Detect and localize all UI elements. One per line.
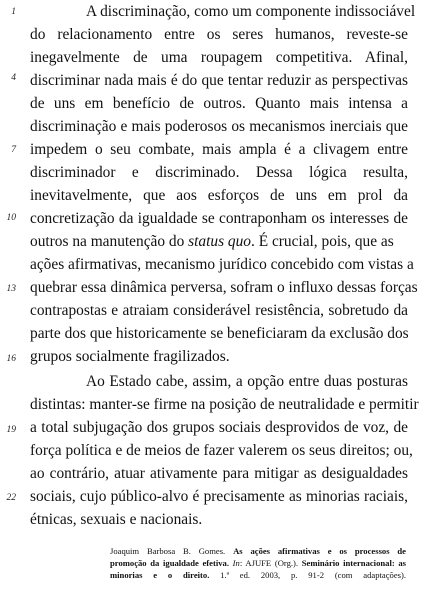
reference-book: Seminário internacional: as bbox=[301, 558, 406, 568]
paragraph-line: discriminação e mais poderosos os mecanismos inerciais que bbox=[30, 118, 408, 135]
paragraph-line: concretização da igualdade se contraponham os interesses de bbox=[30, 210, 408, 227]
paragraph-line: étnicas, sexuais e nacionais. bbox=[30, 511, 203, 528]
paragraph-line: quebrar essa dinâmica perversa, sofram o influxo dessas forças bbox=[30, 279, 418, 296]
paragraph-text: . É crucial, pois, que as bbox=[251, 233, 394, 250]
italic-term: status quo bbox=[188, 233, 251, 250]
line-number: 10 bbox=[6, 213, 16, 223]
paragraph-line: contrapostas e atraiam considerável resistência, sobretudo da bbox=[30, 302, 408, 319]
paragraph-line: inegavelmente de uma roupagem competitiva. Afinal, bbox=[30, 49, 408, 66]
paragraph-line: do relacionamento entre os seres humanos, reveste-se bbox=[30, 26, 408, 43]
paragraph-line: A discriminação, como um componente indissociável bbox=[86, 3, 416, 20]
paragraph-line: ações afirmativas, mecanismo jurídico concebido com vistas a bbox=[30, 256, 414, 273]
line-number: 19 bbox=[6, 425, 16, 435]
paragraph-line: grupos socialmente fragilizados. bbox=[30, 348, 230, 365]
line-number: 7 bbox=[11, 145, 16, 155]
reference-title: As ações afirmativas e os processos de bbox=[233, 546, 406, 556]
paragraph-line: parte dos que historicamente se beneficiaram da exclusão dos bbox=[30, 325, 409, 342]
paragraph-line: inevitavelmente, que aos esforços de uns em prol da bbox=[30, 187, 408, 204]
reference-publisher: : AJUFE (Org.). bbox=[239, 558, 299, 568]
paragraph-line-mixed bbox=[30, 230, 408, 254]
reference-title: promoção da igualdade efetiva. bbox=[110, 558, 229, 568]
line-number: 16 bbox=[6, 354, 16, 364]
paragraph-line: força política e de meios de fazer valerem os seus direitos; ou, bbox=[30, 442, 413, 459]
line-number: 1 bbox=[11, 7, 16, 17]
paragraph-line: discriminador e discriminado. Dessa lógica resulta, bbox=[30, 164, 408, 181]
line-number: 4 bbox=[11, 73, 16, 83]
paragraph-line: ao contrário, atuar ativamente para mitigar as desigualdades bbox=[30, 465, 408, 482]
paragraph-line: distintas: manter-se firme na posição de neutralidade e permitir bbox=[30, 396, 419, 413]
line-number: 22 bbox=[6, 493, 16, 503]
paragraph-line: de uns em benefício de outros. Quanto mais intensa a bbox=[30, 95, 408, 112]
reference-book: minorias e o direito. bbox=[110, 570, 210, 580]
reference-details: 1.ª ed. 2003, p. 91-2 (com adaptações). bbox=[220, 570, 406, 580]
line-number: 13 bbox=[6, 284, 16, 294]
paragraph-line: discriminar nada mais é do que tentar reduzir as perspectivas bbox=[30, 72, 408, 89]
paragraph-line: Ao Estado cabe, assim, a opção entre duas posturas bbox=[86, 373, 408, 390]
paragraph-line: impedem o seu combate, mais ampla é a clivagem entre bbox=[30, 141, 408, 158]
paragraph-text: outros na manutenção do bbox=[30, 233, 189, 250]
reference-in: In bbox=[232, 558, 240, 568]
paragraph-line: sociais, cujo público-alvo é precisamente as minorias raciais, bbox=[30, 488, 408, 505]
paragraph-line: a total subjugação dos grupos sociais desprovidos de voz, de bbox=[30, 419, 408, 436]
reference-line bbox=[110, 557, 406, 569]
reference-line bbox=[110, 545, 406, 557]
reference-author: Joaquim Barbosa B. Gomes. bbox=[110, 546, 226, 556]
reference-line bbox=[110, 569, 406, 581]
